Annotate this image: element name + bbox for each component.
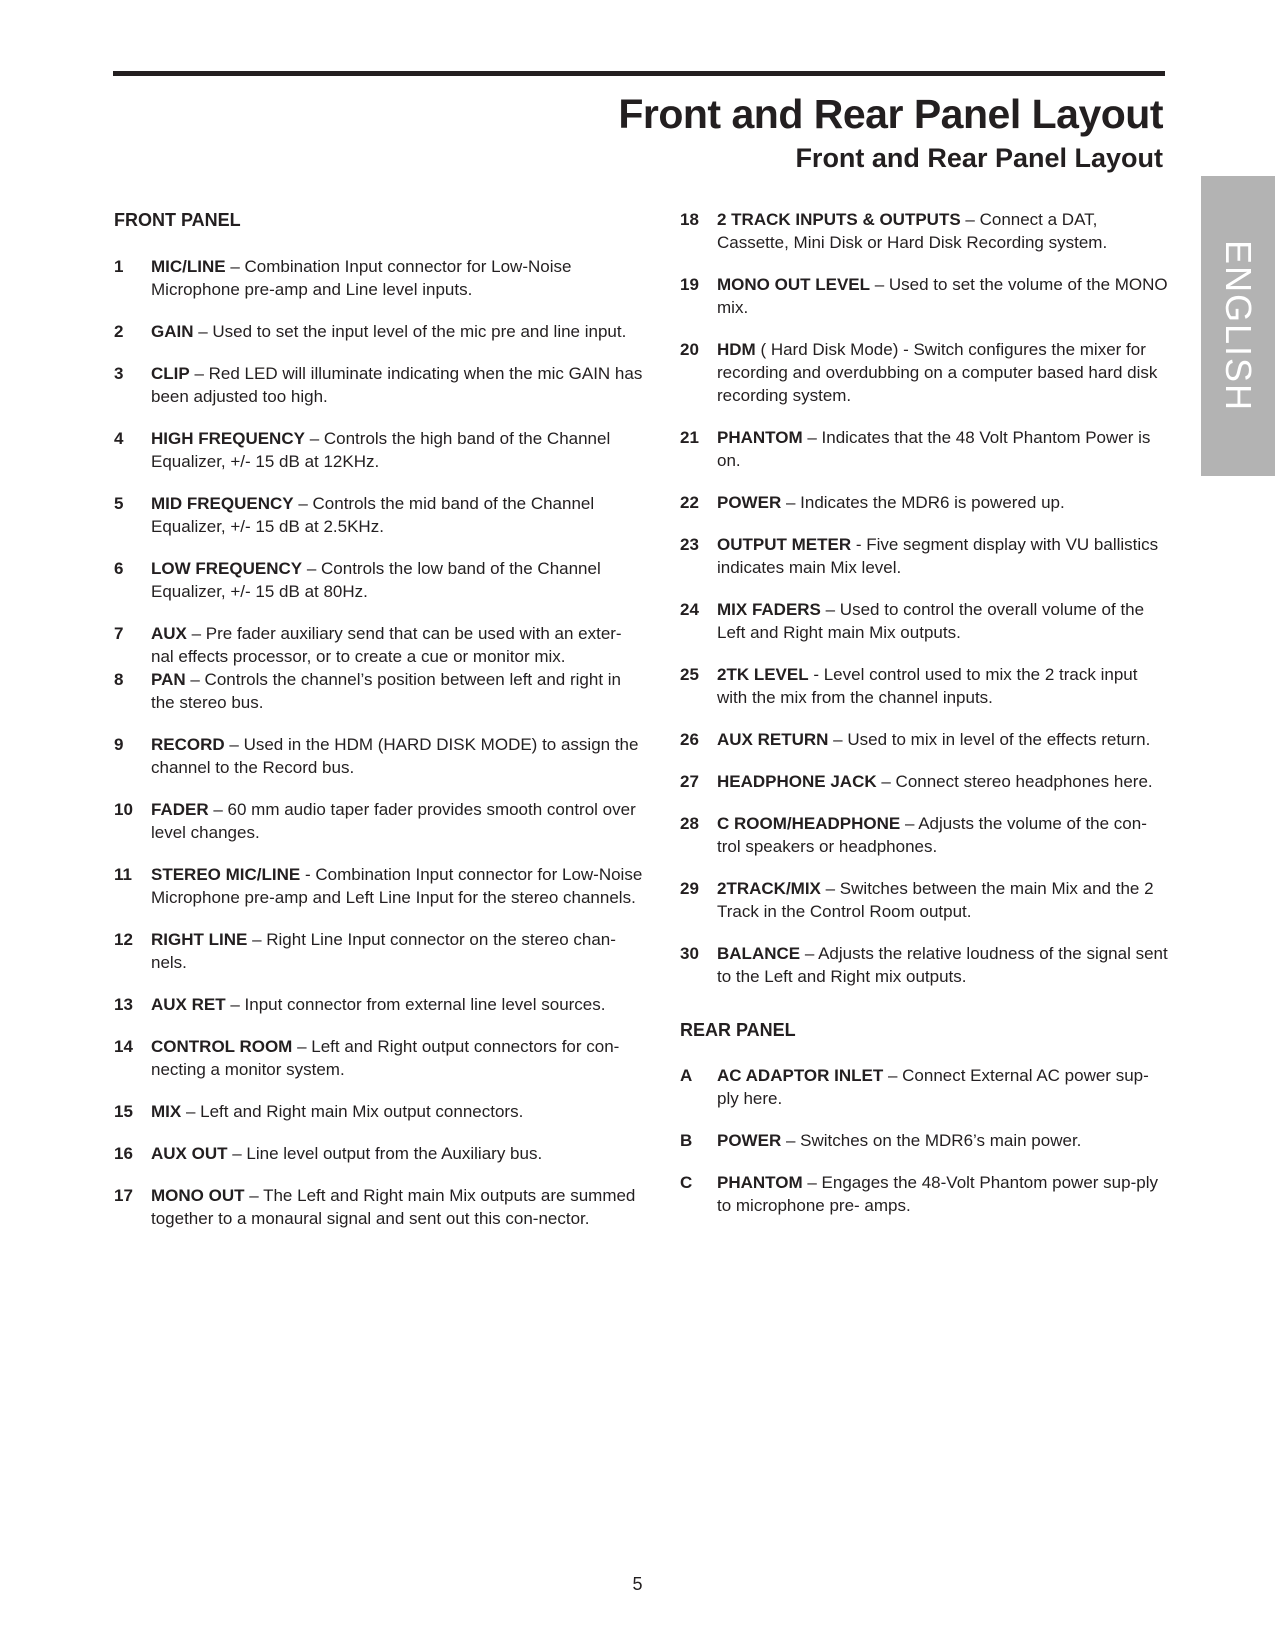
item-term: LOW FREQUENCY <box>151 559 303 578</box>
item-term: 2TRACK/MIX <box>717 879 821 898</box>
list-item <box>680 598 1170 644</box>
item-term: RECORD <box>151 735 225 754</box>
item-text <box>151 622 644 668</box>
item-number: 25 <box>680 665 699 684</box>
item-description: – Connect a DAT, Cassette, Mini Disk or Hard Disk Recording system. <box>717 210 1108 252</box>
item-description: – Left and Right main Mix output connectors. <box>181 1102 524 1121</box>
list-item <box>114 1142 644 1165</box>
language-tab <box>1201 176 1275 476</box>
item-term: AC ADAPTOR INLET <box>717 1066 884 1085</box>
item-term: MIX <box>151 1102 182 1121</box>
rear-panel-list <box>680 1064 1170 1217</box>
item-description: – Used to control the overall volume of the Left and Right main Mix outputs. <box>717 600 1145 642</box>
item-term: MIC/LINE <box>151 257 226 276</box>
item-description: - Five segment display with VU ballistics indicates main Mix level. <box>717 535 1159 577</box>
item-number: 3 <box>114 364 124 383</box>
list-item <box>680 877 1170 923</box>
item-text <box>717 273 1170 319</box>
item-term: CLIP <box>151 364 190 383</box>
item-term: POWER <box>717 1131 782 1150</box>
item-number: 14 <box>114 1037 133 1056</box>
item-number: 11 <box>114 865 132 884</box>
item-term: MONO OUT LEVEL <box>717 275 870 294</box>
list-item <box>680 426 1170 472</box>
item-number: 4 <box>114 429 124 448</box>
item-description: – Combination Input connector for Low-Noise Microphone pre-amp and Line level inputs. <box>151 257 572 299</box>
item-text <box>151 1142 644 1165</box>
list-item <box>680 812 1170 858</box>
list-item <box>680 663 1170 709</box>
item-description: – Used to set the volume of the MONO mix. <box>717 275 1168 317</box>
top-rule <box>113 71 1165 76</box>
item-description: - Level control used to mix the 2 track input with the mix from the channel inputs. <box>717 665 1138 707</box>
item-text <box>151 255 644 301</box>
item-number: 26 <box>680 730 699 749</box>
item-term: OUTPUT METER <box>717 535 852 554</box>
item-number: 19 <box>680 275 699 294</box>
item-term: AUX <box>151 624 187 643</box>
item-description: ( Hard Disk Mode) - Switch configures the mixer for recording and overdubbing on a computer based hard disk recording system. <box>717 340 1158 405</box>
item-number: 15 <box>114 1102 133 1121</box>
item-text <box>717 208 1170 254</box>
item-number: 30 <box>680 944 699 963</box>
list-item <box>114 1035 644 1081</box>
item-term: RIGHT LINE <box>151 930 248 949</box>
item-text <box>717 877 1170 923</box>
item-text <box>151 1035 644 1081</box>
item-term: 2 TRACK INPUTS & OUTPUTS <box>717 210 961 229</box>
list-item <box>680 338 1170 407</box>
list-item <box>114 427 644 473</box>
item-description: – Used to set the input level of the mic pre and line input. <box>193 322 627 341</box>
item-description: – Input connector from external line level sources. <box>225 995 606 1014</box>
item-text <box>151 1184 644 1230</box>
item-number: 12 <box>114 930 133 949</box>
item-term: AUX OUT <box>151 1144 228 1163</box>
item-text <box>151 320 644 343</box>
item-term: BALANCE <box>717 944 801 963</box>
left-column <box>114 208 644 1230</box>
page-number: 5 <box>632 1574 643 1594</box>
item-text <box>151 492 644 538</box>
item-text <box>151 668 644 714</box>
list-item <box>680 533 1170 579</box>
item-term: C ROOM/HEADPHONE <box>717 814 901 833</box>
list-item <box>680 1064 1170 1110</box>
list-item <box>114 622 644 668</box>
item-term: PHANTOM <box>717 428 803 447</box>
item-number: A <box>680 1066 693 1085</box>
front-panel-heading: FRONT PANEL <box>114 210 241 230</box>
item-description: – Connect External AC power sup-ply here. <box>717 1066 1149 1108</box>
item-term: MIX FADERS <box>717 600 821 619</box>
item-text <box>151 863 644 909</box>
page-title-block <box>618 88 1163 176</box>
item-description: – Controls the mid band of the Channel Equalizer, +/- 15 dB at 2.5KHz. <box>151 494 595 536</box>
item-text <box>717 426 1170 472</box>
item-term: GAIN <box>151 322 194 341</box>
item-description: – Line level output from the Auxiliary bus. <box>227 1144 543 1163</box>
item-number: 29 <box>680 879 699 898</box>
list-item <box>680 728 1170 751</box>
item-description: – Engages the 48-Volt Phantom power sup-ply to microphone pre- amps. <box>717 1173 1158 1215</box>
item-text <box>151 557 644 603</box>
list-item <box>114 492 644 538</box>
item-text <box>717 728 1170 751</box>
language-tab-label: ENGLISH <box>1218 239 1259 413</box>
item-term: PAN <box>151 670 186 689</box>
item-description: – Controls the low band of the Channel Equalizer, +/- 15 dB at 80Hz. <box>151 559 601 601</box>
list-item <box>114 733 644 779</box>
item-text <box>717 770 1170 793</box>
item-term: POWER <box>717 493 782 512</box>
item-description: – Switches between the main Mix and the 2 Track in the Control Room output. <box>717 879 1154 921</box>
item-description: – Left and Right output connectors for con-necting a monitor system. <box>151 1037 620 1079</box>
list-item <box>114 320 644 343</box>
item-term: CONTROL ROOM <box>151 1037 293 1056</box>
item-description: – Indicates that the 48 Volt Phantom Power is on. <box>717 428 1151 470</box>
item-description: – Indicates the MDR6 is powered up. <box>781 493 1065 512</box>
item-text <box>151 798 644 844</box>
item-text <box>151 993 644 1016</box>
item-description: – Connect stereo headphones here. <box>876 772 1153 791</box>
list-item <box>114 557 644 603</box>
item-text <box>717 942 1170 988</box>
list-item <box>680 942 1170 988</box>
item-term: HIGH FREQUENCY <box>151 429 305 448</box>
item-text <box>151 733 644 779</box>
list-item <box>680 491 1170 514</box>
item-description: – Adjusts the relative loudness of the signal sent to the Left and Right mix outputs. <box>717 944 1168 986</box>
item-term: 2TK LEVEL <box>717 665 809 684</box>
item-text <box>151 1100 644 1123</box>
list-item <box>680 770 1170 793</box>
list-item <box>114 255 644 301</box>
item-number: 5 <box>114 494 124 513</box>
item-text <box>717 812 1170 858</box>
item-number: 16 <box>114 1144 133 1163</box>
item-number: 27 <box>680 772 699 791</box>
list-item <box>680 208 1170 254</box>
item-text <box>151 362 644 408</box>
list-item <box>114 362 644 408</box>
list-item <box>114 798 644 844</box>
item-number: 28 <box>680 814 699 833</box>
page-title: Front and Rear Panel Layout <box>618 91 1163 137</box>
front-panel-list <box>114 255 644 1230</box>
item-number: 10 <box>114 800 133 819</box>
item-number: 8 <box>114 670 124 689</box>
item-text <box>717 338 1170 407</box>
item-term: FADER <box>151 800 209 819</box>
item-text <box>151 427 644 473</box>
list-item <box>680 1171 1170 1217</box>
item-description: – Controls the high band of the Channel Equalizer, +/- 15 dB at 12KHz. <box>151 429 611 471</box>
item-number: 7 <box>114 624 124 643</box>
front-panel-list-continued <box>680 208 1170 988</box>
item-description: – Red LED will illuminate indicating when the mic GAIN has been adjusted too high. <box>151 364 643 406</box>
item-description: – Right Line Input connector on the stereo chan-nels. <box>151 930 616 972</box>
item-number: 6 <box>114 559 124 578</box>
list-item <box>114 668 644 714</box>
item-text <box>717 1171 1170 1217</box>
item-term: HEADPHONE JACK <box>717 772 877 791</box>
item-number: 23 <box>680 535 699 554</box>
list-item <box>114 993 644 1016</box>
item-description: – Switches on the MDR6’s main power. <box>781 1131 1082 1150</box>
item-term: PHANTOM <box>717 1173 803 1192</box>
item-text <box>717 598 1170 644</box>
list-item <box>680 273 1170 319</box>
item-term: AUX RET <box>151 995 226 1014</box>
item-description: – Pre fader auxiliary send that can be used with an exter-nal effects processor, or to create a cue or monitor mix. <box>151 624 622 666</box>
list-item <box>680 1129 1170 1152</box>
item-description: – Adjusts the volume of the con-trol speakers or headphones. <box>717 814 1147 856</box>
rear-panel-heading: REAR PANEL <box>680 1020 796 1040</box>
item-number: 20 <box>680 340 699 359</box>
item-description: – The Left and Right main Mix outputs are summed together to a monaural signal and sent out this con-nector. <box>151 1186 636 1228</box>
item-number: 21 <box>680 428 699 447</box>
item-description: – Controls the channel’s position between left and right in the stereo bus. <box>151 670 621 712</box>
item-number: B <box>680 1131 693 1150</box>
item-description: - Combination Input connector for Low-Noise Microphone pre-amp and Left Line Input for the stereo channels. <box>151 865 643 907</box>
item-number: 24 <box>680 600 699 619</box>
item-description: – Used in the HDM (HARD DISK MODE) to assign the channel to the Record bus. <box>151 735 639 777</box>
list-item <box>114 1100 644 1123</box>
right-column <box>680 208 1170 1217</box>
item-number: 17 <box>114 1186 133 1205</box>
page-subtitle: Front and Rear Panel Layout <box>795 143 1163 173</box>
item-description: – Used to mix in level of the effects return. <box>828 730 1151 749</box>
list-item <box>114 1184 644 1230</box>
item-term: HDM <box>717 340 756 359</box>
item-text <box>717 533 1170 579</box>
item-description: – 60 mm audio taper fader provides smooth control over level changes. <box>151 800 636 842</box>
item-number: 13 <box>114 995 133 1014</box>
item-term: MONO OUT <box>151 1186 245 1205</box>
item-number: 2 <box>114 322 124 341</box>
item-text <box>717 1064 1170 1110</box>
item-term: STEREO MIC/LINE <box>151 865 301 884</box>
list-item <box>114 863 644 909</box>
item-term: AUX RETURN <box>717 730 829 749</box>
item-text <box>717 491 1170 514</box>
item-number: 1 <box>114 257 124 276</box>
item-number: 9 <box>114 735 124 754</box>
item-text <box>151 928 644 974</box>
item-number: C <box>680 1173 693 1192</box>
item-text <box>717 663 1170 709</box>
item-number: 18 <box>680 210 699 229</box>
item-text <box>717 1129 1170 1152</box>
item-term: MID FREQUENCY <box>151 494 294 513</box>
item-number: 22 <box>680 493 699 512</box>
list-item <box>114 928 644 974</box>
